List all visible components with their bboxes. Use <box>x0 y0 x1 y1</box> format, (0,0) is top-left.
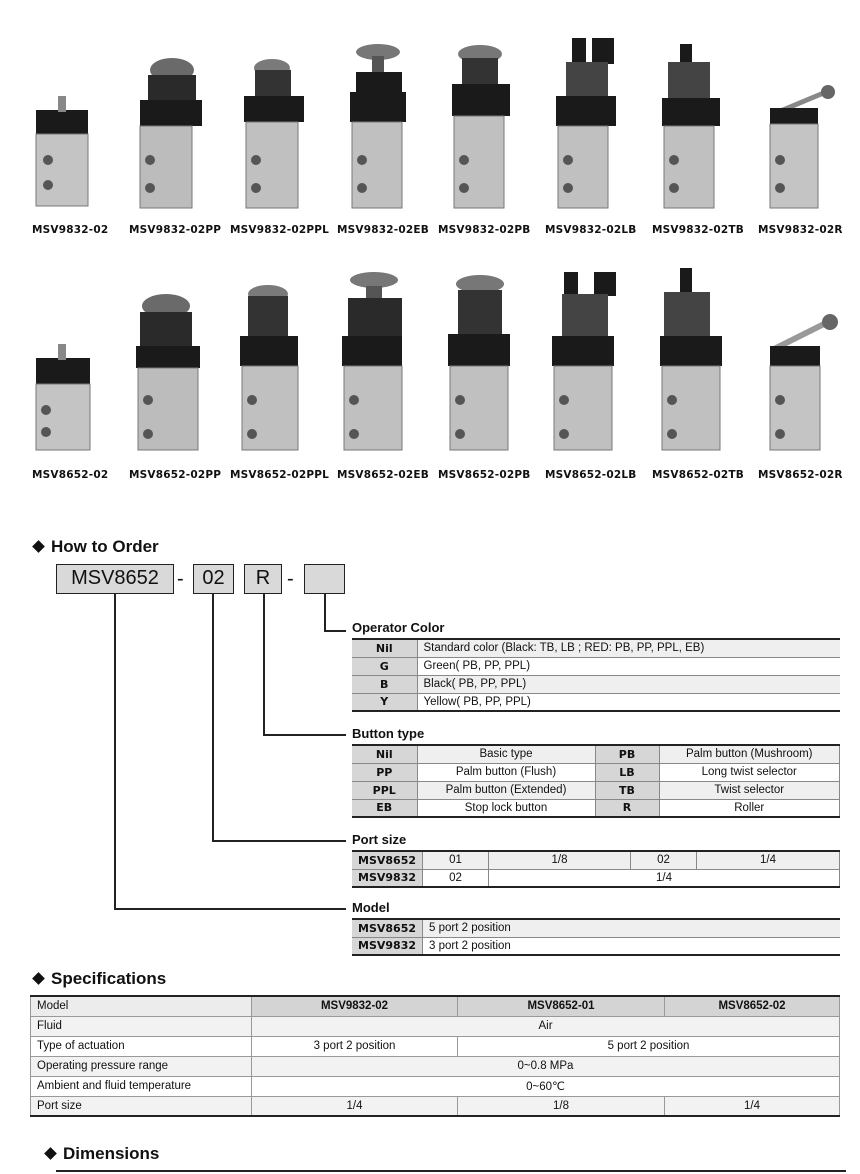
option-desc: Palm button (Mushroom) <box>659 745 840 763</box>
specifications-title: Specifications <box>51 969 167 988</box>
option-code: Nil <box>352 639 417 657</box>
table-row <box>352 851 840 869</box>
connector-line <box>324 594 326 631</box>
connector-line <box>114 594 116 909</box>
table-row <box>352 745 840 763</box>
product-row-2 <box>0 250 860 490</box>
option-code: MSV9832 <box>352 869 423 887</box>
option-code: MSV8652 <box>352 919 423 937</box>
product-label: MSV9832-02PP <box>129 224 222 236</box>
spec-value: 1/4 <box>252 1096 458 1116</box>
valve-image-basic <box>36 344 90 450</box>
table-row <box>352 675 840 693</box>
spec-label: Operating pressure range <box>31 1056 252 1076</box>
specifications-table <box>30 995 840 1117</box>
table-row <box>352 693 840 711</box>
dimensions-title: Dimensions <box>63 1144 160 1163</box>
table-row <box>352 781 840 799</box>
table-row <box>352 799 840 817</box>
diamond-bullet-icon <box>32 972 45 985</box>
product-label: MSV9832-02 <box>32 224 109 236</box>
valve-image-pp <box>140 58 202 208</box>
valve-image-pp <box>136 294 200 450</box>
table-row <box>31 1036 840 1056</box>
option-code: R <box>595 799 659 817</box>
table-row <box>352 763 840 781</box>
valve-image-lb <box>552 272 616 450</box>
port-thread: 1/4 <box>697 851 840 869</box>
option-desc: Twist selector <box>659 781 840 799</box>
table-row <box>352 657 840 675</box>
product-label: MSV8652-02R <box>758 469 843 481</box>
product-label: MSV9832-02PB <box>438 224 531 236</box>
option-code: MSV9832 <box>352 937 423 955</box>
valve-image-pb <box>452 45 510 208</box>
option-desc: Palm button (Flush) <box>417 763 595 781</box>
table-row <box>352 937 840 955</box>
port-size-title: Port size <box>352 832 407 847</box>
table-row <box>31 1096 840 1116</box>
option-desc: Long twist selector <box>659 763 840 781</box>
how-to-order-title: How to Order <box>51 537 159 556</box>
spec-label: Type of actuation <box>31 1036 252 1056</box>
how-to-order-heading <box>30 537 159 557</box>
spec-header: MSV9832-02 <box>252 996 458 1016</box>
option-code: Nil <box>352 745 417 763</box>
table-row <box>352 639 840 657</box>
dimensions-heading <box>42 1144 159 1164</box>
model-table <box>352 918 840 956</box>
specifications-heading <box>30 969 166 989</box>
order-code-separator: - <box>287 568 294 590</box>
button-type-title: Button type <box>352 726 425 741</box>
product-label: MSV8652-02PP <box>129 469 222 481</box>
valve-image-ppl <box>240 285 298 450</box>
table-row <box>31 1016 840 1036</box>
spec-value: 0~60℃ <box>252 1076 840 1096</box>
table-row <box>31 996 840 1016</box>
product-label: MSV8652-02LB <box>545 469 637 481</box>
dimensions-frame-top <box>56 1170 846 1172</box>
spec-label: Fluid <box>31 1016 252 1036</box>
option-desc: Green( PB, PP, PPL) <box>417 657 840 675</box>
spec-value: 5 port 2 position <box>458 1036 840 1056</box>
order-code-button: R <box>244 564 282 594</box>
button-type-table <box>352 744 840 818</box>
table-row <box>31 1076 840 1096</box>
diamond-bullet-icon <box>44 1147 57 1160</box>
product-label: MSV9832-02TB <box>652 224 744 236</box>
product-label: MSV8652-02PPL <box>230 469 330 481</box>
product-label: MSV8652-02TB <box>652 469 744 481</box>
option-code: LB <box>595 763 659 781</box>
port-code: 02 <box>631 851 697 869</box>
connector-line <box>324 630 346 632</box>
option-code: B <box>352 675 417 693</box>
option-desc: 5 port 2 position <box>423 919 841 937</box>
port-code: 01 <box>423 851 489 869</box>
option-desc: Standard color (Black: TB, LB ; RED: PB, PP, PPL, EB) <box>417 639 840 657</box>
product-label: MSV9832-02EB <box>337 224 429 236</box>
spec-header: MSV8652-01 <box>458 996 665 1016</box>
product-label: MSV9832-02PPL <box>230 224 330 236</box>
table-row <box>352 869 840 887</box>
option-desc: Black( PB, PP, PPL) <box>417 675 840 693</box>
spec-label: Ambient and fluid temperature <box>31 1076 252 1096</box>
option-desc: Palm button (Extended) <box>417 781 595 799</box>
valve-image-tb <box>660 268 722 450</box>
option-code: MSV8652 <box>352 851 423 869</box>
option-code: G <box>352 657 417 675</box>
port-thread: 1/4 <box>489 869 840 887</box>
valve-image-pb <box>448 275 510 450</box>
option-code: Y <box>352 693 417 711</box>
option-code: EB <box>352 799 417 817</box>
port-size-table <box>352 850 840 888</box>
port-code: 02 <box>423 869 489 887</box>
order-code-model: MSV8652 <box>56 564 174 594</box>
diamond-bullet-icon <box>32 540 45 553</box>
order-code-color <box>304 564 345 594</box>
product-label: MSV8652-02PB <box>438 469 531 481</box>
connector-line <box>212 594 214 841</box>
option-code: PB <box>595 745 659 763</box>
operator-color-table <box>352 638 840 712</box>
valve-image-r <box>770 85 835 208</box>
valve-image-basic <box>36 96 88 206</box>
option-code: PPL <box>352 781 417 799</box>
option-code: TB <box>595 781 659 799</box>
connector-line <box>263 734 346 736</box>
spec-value: 1/4 <box>665 1096 840 1116</box>
order-code-separator: - <box>177 568 184 590</box>
connector-line <box>212 840 346 842</box>
product-label: MSV9832-02LB <box>545 224 637 236</box>
valve-image-lb <box>556 38 616 208</box>
connector-line <box>114 908 346 910</box>
option-desc: Yellow( PB, PP, PPL) <box>417 693 840 711</box>
spec-label: Model <box>31 996 252 1016</box>
valve-image-eb <box>350 44 406 208</box>
option-desc: Stop lock button <box>417 799 595 817</box>
option-code: PP <box>352 763 417 781</box>
connector-line <box>263 594 265 735</box>
product-images-row-2 <box>0 250 860 460</box>
order-code-port: 02 <box>193 564 234 594</box>
spec-value: Air <box>252 1016 840 1036</box>
product-row-1 <box>0 0 860 250</box>
model-title: Model <box>352 900 390 915</box>
product-images-row-1 <box>0 0 860 215</box>
spec-value: 1/8 <box>458 1096 665 1116</box>
valve-image-ppl <box>244 59 304 208</box>
product-label: MSV8652-02 <box>32 469 109 481</box>
spec-value: 0~0.8 MPa <box>252 1056 840 1076</box>
spec-label: Port size <box>31 1096 252 1116</box>
product-label: MSV8652-02EB <box>337 469 429 481</box>
product-label: MSV9832-02R <box>758 224 843 236</box>
table-row <box>352 919 840 937</box>
operator-color-title: Operator Color <box>352 620 445 635</box>
valve-image-tb <box>662 44 720 208</box>
option-desc: Roller <box>659 799 840 817</box>
option-desc: Basic type <box>417 745 595 763</box>
spec-value: 3 port 2 position <box>252 1036 458 1056</box>
port-thread: 1/8 <box>489 851 631 869</box>
valve-image-eb <box>342 272 402 450</box>
spec-header: MSV8652-02 <box>665 996 840 1016</box>
valve-image-r <box>770 314 838 450</box>
option-desc: 3 port 2 position <box>423 937 841 955</box>
table-row <box>31 1056 840 1076</box>
